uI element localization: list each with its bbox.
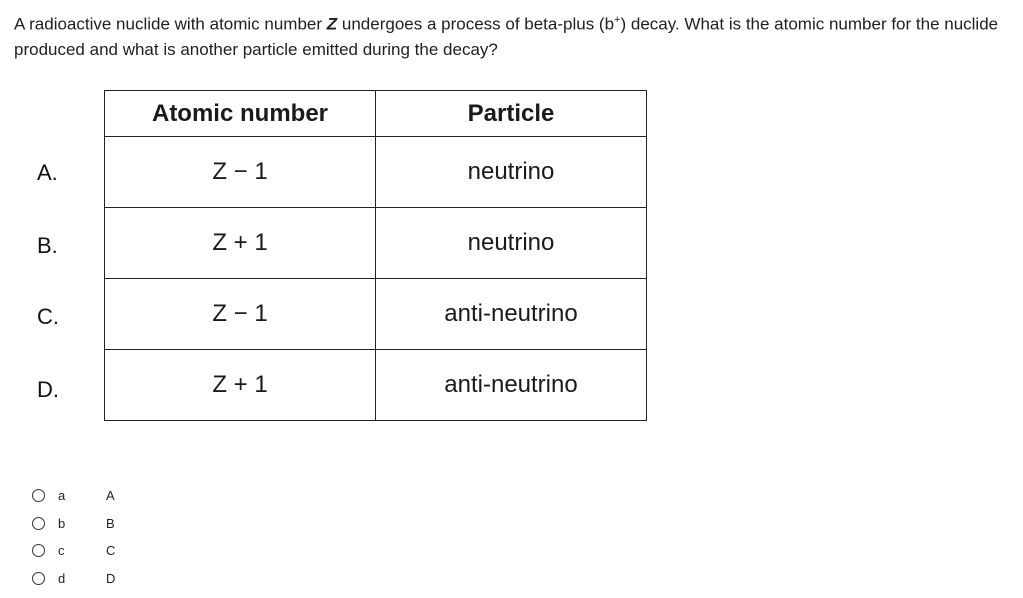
- choice-letter: a: [58, 488, 66, 504]
- choice-option[interactable]: [32, 565, 116, 593]
- answer-table: [104, 90, 647, 421]
- radio-button[interactable]: [32, 572, 45, 585]
- row-label-c: C.: [37, 304, 59, 329]
- cell-atomic: Z + 1: [105, 208, 376, 279]
- question-part-1: A radioactive nuclide with atomic number: [14, 14, 327, 34]
- choice-letter: c: [58, 543, 65, 559]
- choice-option[interactable]: [32, 510, 115, 538]
- question-part-2: undergoes a process of beta-plus (b: [337, 14, 615, 34]
- row-label-d: D.: [37, 377, 59, 402]
- radio-button[interactable]: [32, 489, 45, 502]
- cell-particle: neutrino: [376, 137, 647, 208]
- table-row: [105, 137, 647, 208]
- table-row: [105, 208, 647, 279]
- question-variable: Z: [326, 14, 338, 34]
- header-particle: Particle: [376, 91, 647, 137]
- answer-choices: [32, 482, 116, 592]
- choice-option[interactable]: [32, 537, 116, 565]
- cell-atomic: Z − 1: [105, 279, 376, 350]
- question-part-3: ) decay. What is the atomic number for the nuclide produced and what is another particle emitted during the decay?: [14, 14, 999, 59]
- table-header-row: [105, 91, 647, 137]
- table-row: [105, 350, 647, 421]
- header-atomic-number: Atomic number: [105, 91, 376, 137]
- cell-atomic: Z + 1: [105, 350, 376, 421]
- radio-button[interactable]: [32, 544, 45, 557]
- radio-button[interactable]: [32, 517, 45, 530]
- row-label-a: A.: [37, 160, 58, 185]
- choice-text: A: [106, 488, 115, 504]
- question-text: [14, 8, 1014, 62]
- choice-text: C: [106, 543, 116, 559]
- cell-particle: neutrino: [376, 208, 647, 279]
- row-label-b: B.: [37, 233, 58, 258]
- choice-letter: b: [58, 515, 66, 531]
- cell-particle: anti-neutrino: [376, 350, 647, 421]
- choice-text: D: [106, 570, 116, 586]
- question-superscript: +: [614, 14, 621, 26]
- cell-atomic: Z − 1: [105, 137, 376, 208]
- cell-particle: anti-neutrino: [376, 279, 647, 350]
- table-row: [105, 279, 647, 350]
- choice-letter: d: [58, 570, 66, 586]
- choice-text: B: [106, 515, 115, 531]
- choice-option[interactable]: [32, 482, 115, 510]
